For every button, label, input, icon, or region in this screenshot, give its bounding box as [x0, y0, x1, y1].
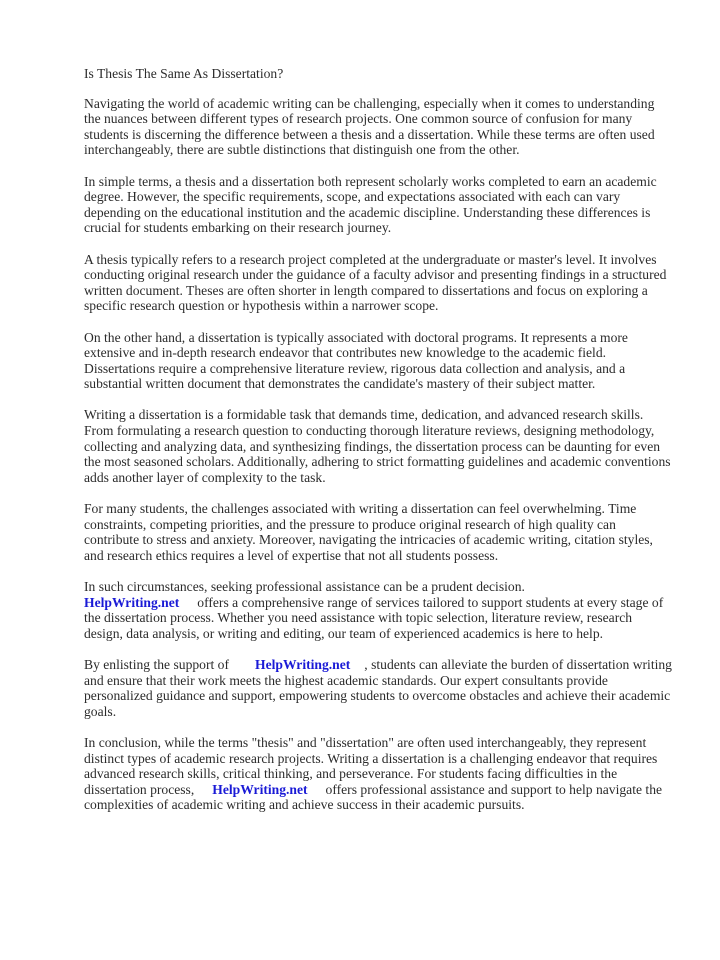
text-segment: By enlisting the support of [84, 656, 229, 672]
paragraph-thesis-definition: A thesis typically refers to a research project completed at the undergraduate or master's level. It involves conducting original research under the guidance of a faculty advisor and presenting findings in a structured written document. Theses are often shorter in length compared to dissertations and focus on exploring a specific research question or hypothesis within a narrower scope. [84, 251, 667, 314]
paragraph-writing-challenge: Writing a dissertation is a formidable task that demands time, dedication, and advanced research skills. From formulating a research question to conducting thorough literature reviews, designing methodology, collecting and analyzing data, and synthesizing findings, the dissertation process can be daunting for even the most seasoned scholars. Additionally, adhering to strict formatting guidelines and academic conventions adds another layer of complexity to the task. [84, 407, 671, 485]
paragraph-dissertation-definition: On the other hand, a dissertation is typically associated with doctoral programs. It represents a more extensive and in-depth research endeavor that contributes new knowledge to the academic field. Dissertations require a comprehensive literature review, rigorous data collection and analysis, and a substantial written document that demonstrates the candidate's mastery of their subject matter. [84, 329, 628, 392]
helpwriting-link[interactable]: HelpWriting.net [255, 656, 351, 672]
text-segment: In such circumstances, seeking professional assistance can be a prudent decision. [84, 579, 525, 594]
paragraph-professional-assistance [84, 579, 674, 641]
paragraph-simple-terms: In simple terms, a thesis and a dissertation both represent scholarly works completed to earn an academic degree. However, the specific requirements, scope, and expectations associated with each can vary depending on the educational institution and the academic discipline. Understanding these differences is crucial for students embarking on their research journey. [84, 173, 657, 236]
paragraph-enlisting-support [84, 657, 674, 719]
text-segment: In conclusion, while the terms "thesis" and "dissertation" are often used interchangeably, they represent distinct types of academic research projects. Writing a dissertation is a challenging endeavor that requires advanced research skills, critical thinking, and perseverance. For students facing difficulties in the dissertation process, [84, 734, 658, 797]
document-title: Is Thesis The Same As Dissertation? [84, 66, 284, 81]
helpwriting-link[interactable]: HelpWriting.net [212, 781, 308, 797]
paragraph-intro: Navigating the world of academic writing can be challenging, especially when it comes to understanding the nuances between different types of research projects. One common source of confusion for many students is discerning the difference between a thesis and a dissertation. While these terms are often used interchangeably, there are subtle distinctions that distinguish one from the other. [84, 95, 655, 158]
paragraph-conclusion [84, 735, 674, 813]
text-segment: offers professional assistance and support to help navigate the complexities of academic writing and achieve success in their academic pursuits. [84, 781, 663, 813]
text-segment: , students can alleviate the burden of dissertation writing and ensure that their work meets the highest academic standards. Our expert consultants provide personalized guidance and support, empowering students to overcome obstacles and achieve their academic goals. [84, 656, 672, 719]
paragraph-student-challenges: For many students, the challenges associated with writing a dissertation can feel overwhelming. Time constraints, competing priorities, and the pressure to produce original research of high quality can contribute to stress and anxiety. Moreover, navigating the intricacies of academic writing, citation styles, and research ethics requires a level of expertise that not all students possess. [84, 501, 653, 563]
helpwriting-link[interactable]: HelpWriting.net [84, 594, 180, 610]
text-segment: offers a comprehensive range of services tailored to support students at every stage of the dissertation process. Whether you need assistance with topic selection, literature review, research design, data analysis, or writing and editing, our team of experienced academics is here to help. [84, 594, 664, 641]
document-page [84, 66, 674, 829]
